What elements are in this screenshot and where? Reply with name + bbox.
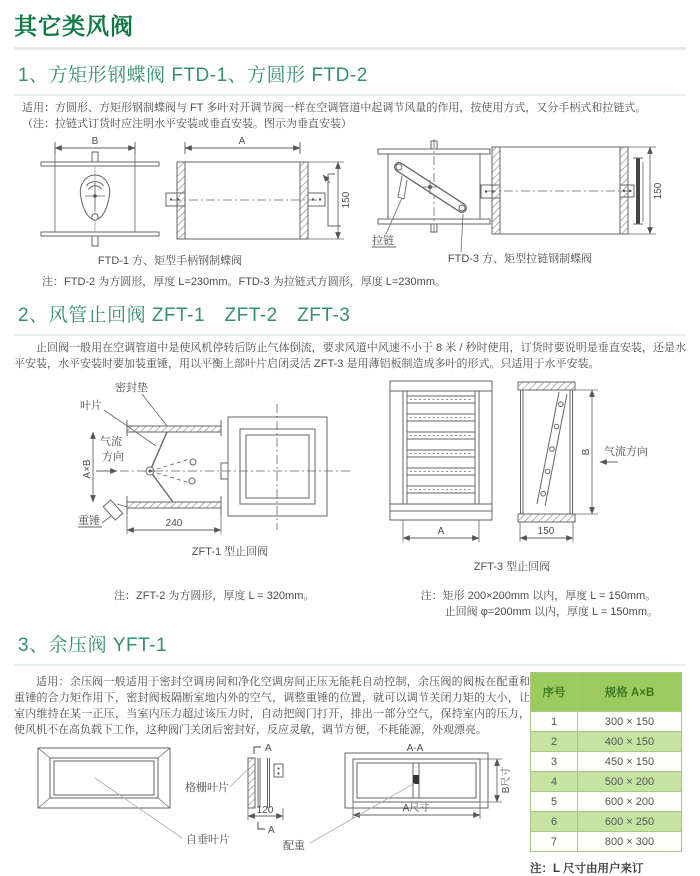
- section-mark-a-top: A: [265, 743, 272, 754]
- yft-drawings: [14, 742, 530, 866]
- table-row: [531, 812, 682, 832]
- zft3-note-line1: 注：矩形 200×200mm 以内，厚度 L = 150mm。: [420, 590, 657, 602]
- table-cell: 500 × 200: [578, 772, 682, 792]
- table-header-spec: 规格 A×B: [578, 673, 682, 712]
- zft3-note: [421, 588, 658, 620]
- ftd3-side-drawing: [481, 147, 656, 234]
- table-header-index: 序号: [531, 673, 578, 712]
- airflow-direction-label: 气流方向: [604, 446, 648, 458]
- table-cell: 300 × 150: [578, 712, 682, 732]
- section2-desc: 止回阀一般用在空调管道中是使风机停转后防止气体倒流，要求风道中风速不小于 8 米 / 秒时使用，订货时要说明是垂直安装，还是水平安装，水平安装时要加装重锤，用以平衡上部叶片启闭灵活 ZFT-3 是用薄铝板制造成多叶的形式。只适用于水平安装。: [14, 342, 686, 370]
- table-cell: 2: [531, 732, 578, 752]
- dim-150-label: 150: [537, 526, 555, 537]
- weight-label: 重锤: [78, 515, 100, 527]
- zft-drawing-labels: [78, 380, 648, 573]
- droop-blade-label: 自垂叶片: [186, 834, 230, 846]
- table-note: 注：L 尺寸由用户来订: [530, 863, 644, 875]
- section-aa-title: A-A: [406, 743, 424, 754]
- yft-section-drawing: [248, 747, 283, 829]
- dim-b-label: B: [581, 448, 592, 456]
- section-zft: [14, 290, 686, 620]
- ftd1-side-drawing: [166, 142, 344, 239]
- airflow-label-2: 方向: [102, 451, 124, 463]
- table-row: [531, 772, 682, 792]
- section-yft: [14, 620, 686, 876]
- table-cell: 1: [531, 712, 578, 732]
- page-title: 其它类风阀: [14, 6, 686, 50]
- table-cell: 600 × 250: [578, 812, 682, 832]
- table-row: [531, 832, 682, 852]
- zft3-front-drawing: [390, 381, 492, 542]
- seal-gasket-label: 密封垫: [115, 382, 148, 394]
- ftd1-caption: FTD-1 方、矩型手柄钢制蝶阀: [97, 255, 243, 267]
- section1-desc-line1: 适用：方圆形、方矩形钢制蝶阀与 FT 多叶对开调节阀一样在空调管道中起调节风量的作用，按使用方式，又分手柄式和拉链式。: [22, 102, 647, 114]
- section2-notes: [14, 588, 686, 620]
- dim-axb-label: A×B: [82, 459, 93, 479]
- dim-150-label: 150: [653, 182, 664, 200]
- airflow-label-1: 气流: [100, 436, 122, 448]
- spec-table: [530, 672, 682, 852]
- dim-a-label: A: [437, 526, 445, 537]
- table-cell: 800 × 300: [578, 832, 682, 852]
- table-row: [531, 732, 682, 752]
- table-cell: 450 × 150: [578, 752, 682, 772]
- zft1-caption: ZFT-1 型止回阀: [191, 546, 269, 558]
- table-row: [531, 752, 682, 772]
- table-cell: 600 × 200: [578, 792, 682, 812]
- table-cell: 5: [531, 792, 578, 812]
- zft1-front-drawing: [221, 404, 327, 530]
- section3-title: 3、余压阀 YFT-1: [14, 620, 686, 666]
- ftd3-caption: FTD-3 方、矩型拉链钢制蝶阀: [447, 253, 593, 265]
- section3-left-column: [14, 670, 530, 876]
- section-ftd: [14, 50, 686, 290]
- yft-aa-drawing: [310, 753, 502, 843]
- section1-desc-line2: （注：拉链式订货时应注明水平安装或垂直安装。图示为垂直安装）: [22, 118, 352, 130]
- dim-120-label: 120: [256, 805, 274, 816]
- pull-chain-label: 拉链: [372, 235, 394, 247]
- table-cell: 7: [531, 832, 578, 852]
- louver-slats: [407, 396, 475, 493]
- section1-note: 注：FTD-2 为方圆形，厚度 L=230mm。FTD-3 为拉链式方圆形，厚度 L=230mm。: [42, 276, 446, 288]
- ftd-drawings: [14, 134, 686, 274]
- section-mark-a-bottom: A: [268, 825, 275, 836]
- dim-240-label: 240: [165, 518, 183, 529]
- dim-b-size-label: B尺寸: [501, 766, 512, 794]
- zft1-section-drawing: [78, 394, 352, 534]
- table-cell: 400 × 150: [578, 732, 682, 752]
- counterweight-label: 配重: [283, 840, 305, 852]
- grille-blade-label: 格栅叶片: [185, 782, 229, 794]
- section3-desc: 适用：余压阀一般适用于密封空调房间和净化空调房间正压无能耗自动控制，余压阀的阀板在配重和重锤的合力矩作用下，密封阀板隔断室地内外的空气，调整重锤的位置，就可以调节关闭力矩的大小，让室内维持在某一正压，当室内压力超过该压力时，自动把阀门打开，排出一部分空气，保持室内的压力，使风机不在高负载下工作，这种阀门关闭后密封好，反应灵敏，调节方便，不耗能源，外观漂亮。: [14, 676, 530, 736]
- section1-title: 1、方矩形钢蝶阀 FTD-1、方圆形 FTD-2: [14, 50, 686, 96]
- dim-150-label: 150: [341, 191, 352, 209]
- table-cell: 6: [531, 812, 578, 832]
- dim-b-label: B: [91, 136, 99, 147]
- zft3-side-drawing: [518, 382, 618, 542]
- spec-table-panel: [530, 670, 686, 876]
- zft-drawings: [14, 374, 686, 586]
- ftd1-front-drawing: [41, 142, 159, 246]
- table-row: [531, 792, 682, 812]
- section3-body: [14, 670, 686, 876]
- dim-a-label: A: [238, 136, 246, 147]
- table-row: [531, 712, 682, 732]
- blade-label: 叶片: [80, 400, 102, 412]
- zft3-note-line2: 止回阀 φ=200mm 以内，厚度 L = 150mm。: [444, 606, 658, 618]
- table-header-row: [531, 673, 682, 712]
- zft3-caption: ZFT-3 型止回阀: [473, 561, 551, 573]
- table-cell: 4: [531, 772, 578, 792]
- table-cell: 3: [531, 752, 578, 772]
- section2-title: 2、风管止回阀 ZFT-1 ZFT-2 ZFT-3: [14, 290, 686, 336]
- zft2-note: 注：ZFT-2 为方圆形，厚度 L = 320mm。: [114, 590, 315, 602]
- dim-a-size-label: A尺寸: [402, 803, 430, 814]
